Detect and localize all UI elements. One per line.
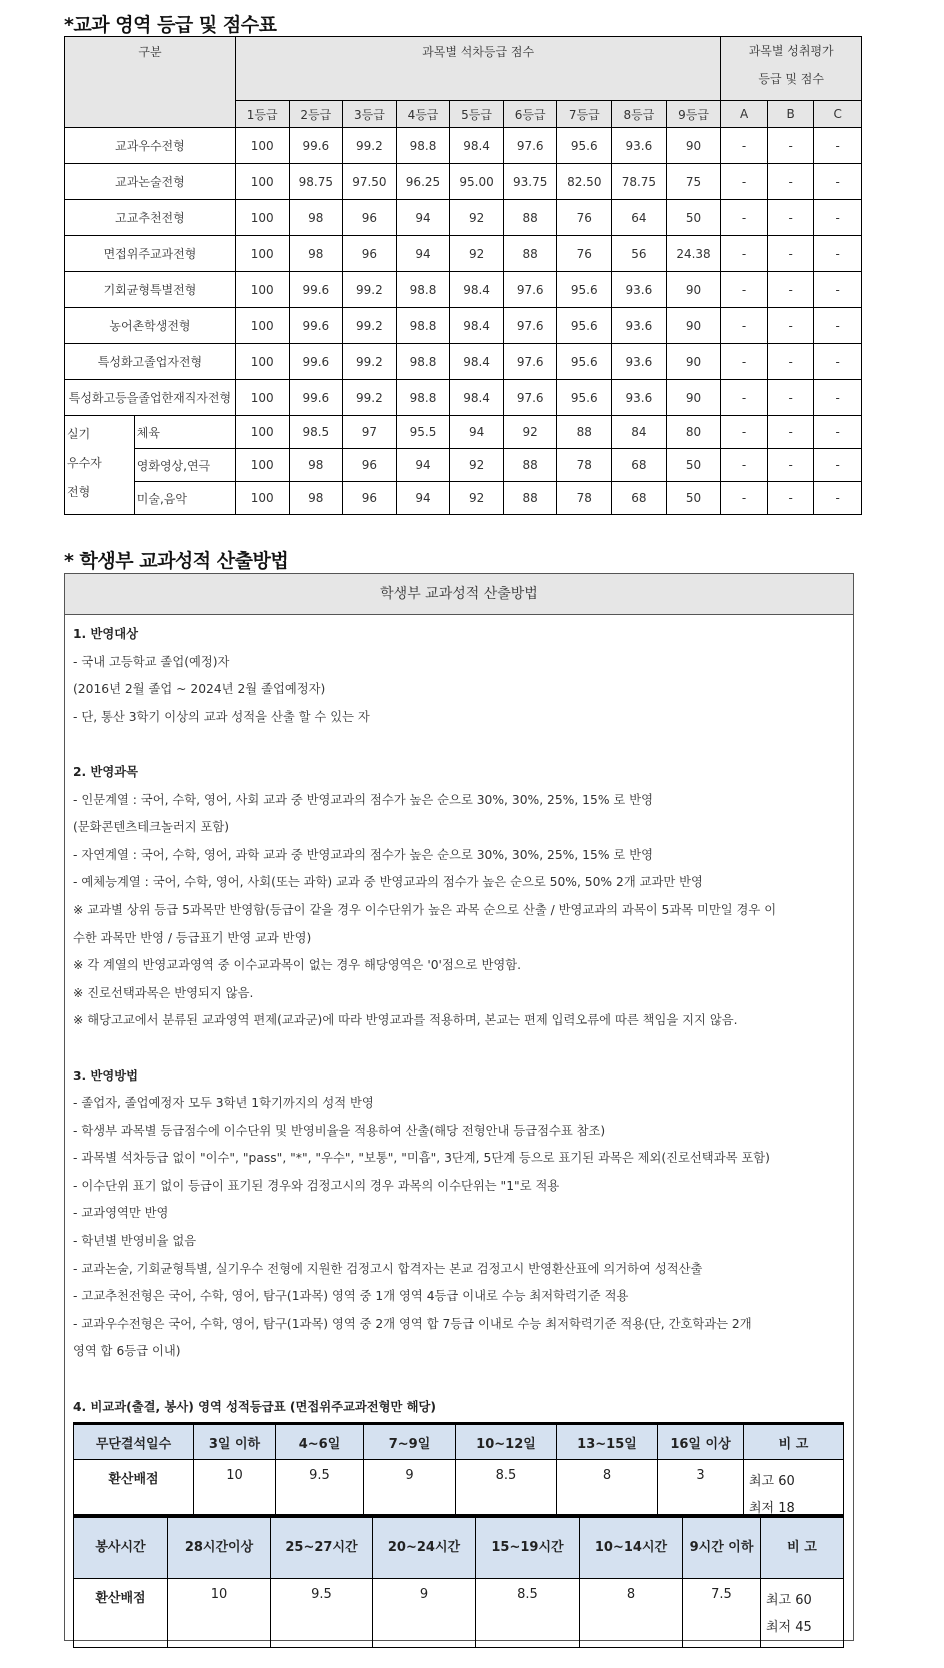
grade-score-cell: 96 xyxy=(343,482,397,515)
attendance-note-header: 비 고 xyxy=(744,1424,844,1460)
grade-table-row xyxy=(65,272,862,308)
grade-score-cell: 99.2 xyxy=(343,308,397,344)
grade-score-cell: 68 xyxy=(612,449,667,482)
attendance-col: 13~15일 xyxy=(557,1424,658,1460)
grade-score-cell: 93.6 xyxy=(612,272,667,308)
grade-table-row-practical xyxy=(65,449,862,482)
perf-score-cell: - xyxy=(721,482,768,515)
header-grade-5: 5등급 xyxy=(450,101,504,128)
attendance-note-max: 최고 60 xyxy=(749,1474,795,1489)
method-text-line: - 국내 고등학교 졸업(예정)자 xyxy=(73,654,230,669)
volunteer-value: 8 xyxy=(580,1579,683,1648)
header-category: 구분 xyxy=(65,37,236,128)
grade-score-cell: 100 xyxy=(235,164,289,200)
method-text-line: - 이수단위 표기 없이 등급이 표기된 경우와 검정고시의 경우 과목의 이수단위는 "1"로 적용 xyxy=(73,1178,560,1193)
grade-table-row xyxy=(65,200,862,236)
grade-score-cell: 100 xyxy=(235,344,289,380)
admission-type-name: 면접위주교과전형 xyxy=(65,236,236,272)
grade-score-cell: 90 xyxy=(666,128,721,164)
grade-score-cell: 76 xyxy=(557,200,612,236)
grade-score-cell: 56 xyxy=(612,236,667,272)
method-box-header: 학생부 교과성적 산출방법 xyxy=(65,574,853,615)
grade-score-table xyxy=(64,36,862,515)
grade-score-cell: 92 xyxy=(503,416,557,449)
perf-score-cell: - xyxy=(767,272,814,308)
perf-score-cell: - xyxy=(814,236,862,272)
volunteer-col: 10~14시간 xyxy=(580,1516,683,1579)
perf-score-cell: - xyxy=(767,449,814,482)
header-perf-c: C xyxy=(814,101,862,128)
header-grade-4: 4등급 xyxy=(396,101,450,128)
perf-score-cell: - xyxy=(814,308,862,344)
header-perf-a: A xyxy=(721,101,768,128)
perf-score-cell: - xyxy=(814,449,862,482)
grade-score-cell: 100 xyxy=(235,380,289,416)
perf-score-cell: - xyxy=(721,200,768,236)
grade-score-cell: 93.6 xyxy=(612,308,667,344)
perf-score-cell: - xyxy=(814,164,862,200)
perf-score-cell: - xyxy=(767,482,814,515)
grade-table-row-practical xyxy=(65,482,862,515)
admission-type-name: 교과우수전형 xyxy=(65,128,236,164)
perf-score-cell: - xyxy=(721,236,768,272)
method-text-line: - 예체능계열 : 국어, 수학, 영어, 사회(또는 과학) 교과 중 반영교과의 점수가 높은 순으로 50%, 50% 2개 교과만 반영 xyxy=(73,875,703,890)
attendance-col: 4~6일 xyxy=(276,1424,364,1460)
grade-score-cell: 100 xyxy=(235,308,289,344)
perf-score-cell: - xyxy=(721,128,768,164)
method-text-line: - 자연계열 : 국어, 수학, 영어, 과학 교과 중 반영교과의 점수가 높은 순으로 30%, 30%, 25%, 15% 로 반영 xyxy=(73,847,653,862)
attendance-row-label: 환산배점 xyxy=(74,1460,194,1525)
header-grade-group: 과목별 석차등급 점수 xyxy=(235,37,720,101)
grade-score-cell: 100 xyxy=(235,449,289,482)
grade-score-cell: 90 xyxy=(666,272,721,308)
grade-score-cell: 90 xyxy=(666,380,721,416)
grade-score-cell: 88 xyxy=(557,416,612,449)
attendance-value: 9.5 xyxy=(276,1460,364,1525)
grade-score-cell: 88 xyxy=(503,482,557,515)
grade-table-row-practical xyxy=(65,416,862,449)
grade-score-cell: 99.6 xyxy=(289,380,343,416)
grade-score-cell: 98.5 xyxy=(289,416,343,449)
perf-score-cell: - xyxy=(814,200,862,236)
grade-score-cell: 75 xyxy=(666,164,721,200)
grade-score-cell: 93.6 xyxy=(612,380,667,416)
grade-score-cell: 98 xyxy=(289,200,343,236)
grade-score-cell: 95.5 xyxy=(396,416,450,449)
grade-score-cell: 92 xyxy=(450,200,504,236)
method-subheading: 1. 반영대상 xyxy=(73,627,139,641)
attendance-col: 16일 이상 xyxy=(658,1424,744,1460)
grade-score-cell: 99.2 xyxy=(343,344,397,380)
grade-score-cell: 92 xyxy=(450,449,504,482)
method-text-line: ※ 교과별 상위 등급 5과목만 반영함(등급이 같을 경우 이수단위가 높은 과목 순으로 산출 / 반영교과의 과목이 5과목 미만일 경우 이 xyxy=(73,902,777,917)
grade-score-cell: 94 xyxy=(396,482,450,515)
volunteer-row-label: 환산배점 xyxy=(74,1579,168,1648)
attendance-value: 8 xyxy=(557,1460,658,1525)
perf-score-cell: - xyxy=(767,308,814,344)
section-title-method: * 학생부 교과성적 산출방법 xyxy=(64,550,289,572)
perf-score-cell: - xyxy=(767,236,814,272)
admission-type-name: 교과논술전형 xyxy=(65,164,236,200)
header-grade-3: 3등급 xyxy=(343,101,397,128)
volunteer-label: 봉사시간 xyxy=(74,1516,168,1579)
grade-score-cell: 68 xyxy=(612,482,667,515)
volunteer-value: 7.5 xyxy=(683,1579,761,1648)
attendance-note-min: 최저 18 xyxy=(749,1501,795,1516)
grade-score-cell: 100 xyxy=(235,482,289,515)
perf-score-cell: - xyxy=(814,416,862,449)
perf-score-cell: - xyxy=(767,200,814,236)
perf-score-cell: - xyxy=(814,128,862,164)
grade-score-cell: 97.6 xyxy=(503,128,557,164)
grade-score-cell: 92 xyxy=(450,482,504,515)
volunteer-value: 9 xyxy=(373,1579,476,1648)
perf-score-cell: - xyxy=(767,164,814,200)
section-title-grade-table: *교과 영역 등급 및 점수표 xyxy=(64,14,277,36)
volunteer-note-max: 최고 60 xyxy=(766,1593,812,1608)
method-text-line: (2016년 2월 졸업 ~ 2024년 2월 졸업예정자) xyxy=(73,682,326,697)
method-box-body xyxy=(65,615,853,1421)
admission-type-name: 고교추천전형 xyxy=(65,200,236,236)
method-text-line: - 인문계열 : 국어, 수학, 영어, 사회 교과 중 반영교과의 점수가 높은 순으로 30%, 30%, 25%, 15% 로 반영 xyxy=(73,792,653,807)
perf-score-cell: - xyxy=(721,308,768,344)
header-grade-6: 6등급 xyxy=(503,101,557,128)
grade-table-row xyxy=(65,344,862,380)
attendance-col: 3일 이하 xyxy=(194,1424,276,1460)
grade-score-cell: 88 xyxy=(503,200,557,236)
grade-score-cell: 100 xyxy=(235,416,289,449)
grade-score-cell: 88 xyxy=(503,236,557,272)
volunteer-note xyxy=(761,1579,844,1648)
method-text-line: - 단, 통산 3학기 이상의 교과 성적을 산출 할 수 있는 자 xyxy=(73,709,370,724)
practical-sub-type: 미술,음악 xyxy=(134,482,235,515)
grade-table-row xyxy=(65,164,862,200)
header-grade-2: 2등급 xyxy=(289,101,343,128)
grade-score-cell: 76 xyxy=(557,236,612,272)
grade-score-cell: 78 xyxy=(557,482,612,515)
perf-score-cell: - xyxy=(767,416,814,449)
method-text-line: ※ 각 계열의 반영교과영역 중 이수교과목이 없는 경우 해당영역은 '0'점으로 반영함. xyxy=(73,958,522,973)
grade-table-row xyxy=(65,236,862,272)
grade-score-cell: 64 xyxy=(612,200,667,236)
perf-score-cell: - xyxy=(814,482,862,515)
grade-score-cell: 97.6 xyxy=(503,380,557,416)
header-grade-8: 8등급 xyxy=(612,101,667,128)
grade-score-cell: 97.6 xyxy=(503,344,557,380)
attendance-col: 7~9일 xyxy=(364,1424,456,1460)
method-subheading: 4. 비교과(출결, 봉사) 영역 성적등급표 (면접위주교과전형만 해당) xyxy=(73,1399,437,1414)
grade-score-cell: 93.6 xyxy=(612,128,667,164)
grade-score-cell: 97.6 xyxy=(503,272,557,308)
grade-score-cell: 98 xyxy=(289,236,343,272)
grade-score-cell: 98.4 xyxy=(450,344,504,380)
grade-score-cell: 95.6 xyxy=(557,128,612,164)
grade-score-cell: 98.4 xyxy=(450,380,504,416)
perf-score-cell: - xyxy=(767,344,814,380)
grade-score-cell: 82.50 xyxy=(557,164,612,200)
admission-type-name: 특성화고등을졸업한재직자전형 xyxy=(65,380,236,416)
header-perf-line1: 과목별 성취평가 xyxy=(748,44,834,58)
grade-score-cell: 99.2 xyxy=(343,272,397,308)
perf-score-cell: - xyxy=(721,344,768,380)
grade-score-cell: 95.6 xyxy=(557,344,612,380)
attendance-value: 3 xyxy=(658,1460,744,1525)
attendance-col: 10~12일 xyxy=(456,1424,557,1460)
practical-sub-type: 영화영상,연극 xyxy=(134,449,235,482)
attendance-value: 9 xyxy=(364,1460,456,1525)
volunteer-col: 15~19시간 xyxy=(476,1516,580,1579)
grade-score-cell: 98.4 xyxy=(450,308,504,344)
header-grade-9: 9등급 xyxy=(666,101,721,128)
method-text-line: - 교과우수전형은 국어, 수학, 영어, 탐구(1과목) 영역 중 2개 영역 합 7등급 이내로 수능 최저학력기준 적용(단, 간호학과는 2개 xyxy=(73,1316,752,1331)
method-text-line: 영역 합 6등급 이내) xyxy=(73,1344,181,1359)
perf-score-cell: - xyxy=(721,272,768,308)
blank-line xyxy=(73,1366,845,1394)
grade-table-body xyxy=(65,128,862,515)
grade-score-cell: 96.25 xyxy=(396,164,450,200)
perf-score-cell: - xyxy=(814,272,862,308)
volunteer-value: 8.5 xyxy=(476,1579,580,1648)
admission-type-name: 특성화고졸업자전형 xyxy=(65,344,236,380)
grade-score-cell: 96 xyxy=(343,236,397,272)
grade-score-cell: 90 xyxy=(666,344,721,380)
grade-score-cell: 97.6 xyxy=(503,308,557,344)
admission-type-name: 기회균형특별전형 xyxy=(65,272,236,308)
grade-score-cell: 98.8 xyxy=(396,380,450,416)
grade-score-cell: 98.8 xyxy=(396,344,450,380)
grade-score-cell: 100 xyxy=(235,200,289,236)
header-perf-b: B xyxy=(767,101,814,128)
volunteer-score-table xyxy=(73,1514,844,1648)
grade-score-cell: 99.2 xyxy=(343,380,397,416)
perf-score-cell: - xyxy=(814,380,862,416)
grade-score-cell: 98.4 xyxy=(450,128,504,164)
volunteer-col: 28시간이상 xyxy=(168,1516,271,1579)
grade-score-cell: 50 xyxy=(666,200,721,236)
method-text-line: (문화콘텐츠테크놀러지 포함) xyxy=(73,820,230,835)
perf-score-cell: - xyxy=(721,416,768,449)
perf-score-cell: - xyxy=(721,164,768,200)
grade-score-cell: 96 xyxy=(343,200,397,236)
grade-score-cell: 84 xyxy=(612,416,667,449)
grade-score-cell: 95.6 xyxy=(557,308,612,344)
grade-score-cell: 50 xyxy=(666,449,721,482)
method-text-line: - 교과영역만 반영 xyxy=(73,1206,169,1221)
perf-score-cell: - xyxy=(721,449,768,482)
grade-score-cell: 93.6 xyxy=(612,344,667,380)
grade-score-cell: 88 xyxy=(503,449,557,482)
grade-score-cell: 24.38 xyxy=(666,236,721,272)
volunteer-col: 25~27시간 xyxy=(271,1516,373,1579)
grade-score-cell: 100 xyxy=(235,272,289,308)
header-perf-group xyxy=(721,37,862,101)
grade-score-cell: 90 xyxy=(666,308,721,344)
grade-score-cell: 78 xyxy=(557,449,612,482)
practical-category-line: 우수자 xyxy=(67,456,102,470)
method-text-line: - 교과논술, 기회균형특별, 실기우수 전형에 지원한 검정고시 합격자는 본교 검정고시 반영환산표에 의거하여 성적산출 xyxy=(73,1261,703,1276)
grade-score-cell: 50 xyxy=(666,482,721,515)
grade-score-cell: 99.6 xyxy=(289,308,343,344)
perf-score-cell: - xyxy=(814,344,862,380)
grade-score-cell: 94 xyxy=(396,200,450,236)
attendance-value: 10 xyxy=(194,1460,276,1525)
grade-score-cell: 94 xyxy=(396,236,450,272)
grade-table-row xyxy=(65,308,862,344)
attendance-label: 무단결석일수 xyxy=(74,1424,194,1460)
volunteer-value: 10 xyxy=(168,1579,271,1648)
admission-type-name: 농어촌학생전형 xyxy=(65,308,236,344)
grade-score-cell: 95.6 xyxy=(557,272,612,308)
method-text-line: - 졸업자, 졸업예정자 모두 3학년 1학기까지의 성적 반영 xyxy=(73,1096,374,1111)
method-text-line: - 고교추천전형은 국어, 수학, 영어, 탐구(1과목) 영역 중 1개 영역 4등급 이내로 수능 최저학력기준 적용 xyxy=(73,1289,629,1304)
method-text-line: ※ 해당고교에서 분류된 교과영역 편제(교과군)에 따라 반영교과를 적용하며, 본교는 편제 입력오류에 따른 책임을 지지 않음. xyxy=(73,1013,738,1028)
perf-score-cell: - xyxy=(767,128,814,164)
volunteer-col: 20~24시간 xyxy=(373,1516,476,1579)
header-grade-7: 7등급 xyxy=(557,101,612,128)
volunteer-note-min: 최저 45 xyxy=(766,1620,812,1635)
method-text-line: - 과목별 석차등급 없이 "이수", "pass", "*", "우수", "보통", "미흡", 3단계, 5단계 등으로 표기된 과목은 제외(진로선택과목 포함) xyxy=(73,1151,770,1166)
grade-score-cell: 99.6 xyxy=(289,272,343,308)
grade-score-cell: 98.8 xyxy=(396,272,450,308)
perf-score-cell: - xyxy=(767,380,814,416)
volunteer-note-header: 비 고 xyxy=(761,1516,844,1579)
practical-category-line: 실기 xyxy=(67,427,91,441)
method-subheading: 3. 반영방법 xyxy=(73,1068,139,1083)
method-text-line: 수한 과목만 반영 / 등급표기 반영 교과 반영) xyxy=(73,930,312,945)
grade-score-cell: 93.75 xyxy=(503,164,557,200)
grade-score-cell: 98.4 xyxy=(450,272,504,308)
grade-score-cell: 98.8 xyxy=(396,128,450,164)
grade-score-cell: 100 xyxy=(235,128,289,164)
grade-score-cell: 92 xyxy=(450,236,504,272)
grade-score-cell: 98.75 xyxy=(289,164,343,200)
practical-category-line: 전형 xyxy=(67,485,91,499)
practical-category xyxy=(65,416,135,515)
blank-line xyxy=(73,1035,845,1063)
volunteer-col: 9시간 이하 xyxy=(683,1516,761,1579)
grade-score-cell: 99.6 xyxy=(289,128,343,164)
grade-table-row xyxy=(65,128,862,164)
perf-score-cell: - xyxy=(721,380,768,416)
method-text-line: ※ 진로선택과목은 반영되지 않음. xyxy=(73,985,254,1000)
method-text-line: - 학생부 과목별 등급점수에 이수단위 및 반영비율을 적용하여 산출(해당 전형안내 등급점수표 참조) xyxy=(73,1123,606,1138)
blank-line xyxy=(73,731,845,759)
method-box xyxy=(64,573,854,1641)
header-perf-line2: 등급 및 점수 xyxy=(758,72,824,86)
grade-score-cell: 94 xyxy=(450,416,504,449)
grade-score-cell: 96 xyxy=(343,449,397,482)
grade-score-cell: 97 xyxy=(343,416,397,449)
grade-score-cell: 99.6 xyxy=(289,344,343,380)
grade-score-cell: 100 xyxy=(235,236,289,272)
practical-sub-type: 체육 xyxy=(134,416,235,449)
grade-score-cell: 80 xyxy=(666,416,721,449)
header-grade-1: 1등급 xyxy=(235,101,289,128)
attendance-value: 8.5 xyxy=(456,1460,557,1525)
method-subheading: 2. 반영과목 xyxy=(73,764,139,779)
grade-score-cell: 98.8 xyxy=(396,308,450,344)
attendance-score-table xyxy=(73,1422,844,1525)
grade-score-cell: 98 xyxy=(289,482,343,515)
grade-score-cell: 97.50 xyxy=(343,164,397,200)
grade-table-row xyxy=(65,380,862,416)
grade-score-cell: 95.6 xyxy=(557,380,612,416)
grade-score-cell: 98 xyxy=(289,449,343,482)
method-text-line: - 학년별 반영비율 없음 xyxy=(73,1234,197,1249)
grade-score-cell: 99.2 xyxy=(343,128,397,164)
volunteer-value: 9.5 xyxy=(271,1579,373,1648)
grade-score-cell: 94 xyxy=(396,449,450,482)
grade-score-cell: 78.75 xyxy=(612,164,667,200)
grade-score-cell: 95.00 xyxy=(450,164,504,200)
